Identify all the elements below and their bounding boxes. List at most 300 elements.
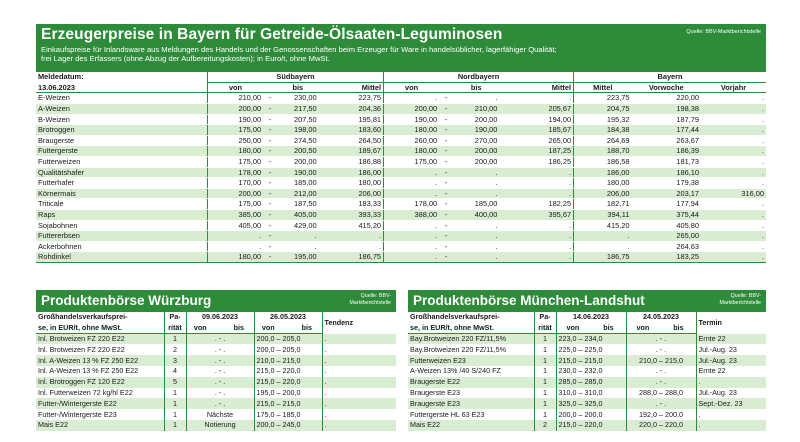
erzeugerpreise-subtitle-1: Einkaufspreise für Inlandsware aus Meldungen des Handels und der Genossenschaften beim Erzeuger für Ware in handelsüblicher, lagerfähiger Qualität; (41, 45, 557, 54)
sued-dash: - (263, 146, 277, 157)
nord-dash: - (439, 104, 453, 115)
bayern-mittel: . (574, 241, 632, 252)
sued-von: 200,00 (207, 104, 263, 115)
product-name: Bay.Brotweizen 220 FZ/11,5% (410, 344, 507, 354)
nord-von: 260,00 (384, 135, 440, 146)
col-bayern-vorwoche: Vorwoche (631, 82, 701, 93)
product-name: Futtererbsen (36, 231, 207, 242)
price-date2: 215,0 – 220,0 (254, 366, 322, 377)
paritaet: 1 (164, 398, 186, 409)
nord-von: 190,00 (384, 114, 440, 125)
sued-mittel: 186,88 (319, 157, 384, 168)
sued-mittel: 186,75 (319, 252, 384, 263)
price-date2: 215,0 – 220,0 (254, 377, 322, 388)
price-date2: . - . (626, 398, 696, 409)
group-suedbayern: Südbayern (207, 72, 383, 82)
bayern-vorwoche: 265,00 (631, 231, 701, 242)
product-name: Qualitätshafer (36, 167, 207, 178)
wuerzburg-col-von-2: von (254, 323, 282, 334)
bayern-vorjahr: . (701, 210, 766, 221)
table-row (36, 178, 766, 189)
termin: Jul.-Aug. 23 (696, 388, 766, 399)
sued-dash: - (263, 199, 277, 210)
bayern-vorwoche: 186,10 (631, 167, 701, 178)
product-name: Braugerste E22 (408, 377, 534, 388)
nord-mittel: . (499, 167, 573, 178)
meldedatum-value: 13.06.2023 (36, 82, 207, 93)
bayern-vorjahr: . (701, 157, 766, 168)
nord-mittel: 205,67 (499, 104, 573, 115)
tendenz: . (322, 420, 396, 431)
price-date2: 200,0 – 245,0 (254, 420, 322, 431)
table-row (36, 157, 766, 168)
nord-bis: . (453, 188, 499, 199)
nord-dash: - (439, 114, 453, 125)
sued-bis: 274,50 (277, 135, 319, 146)
muenchen-source-line-1: Quelle: BBV- (730, 293, 761, 299)
sued-bis: 198,00 (277, 125, 319, 136)
bayern-vorjahr: . (701, 146, 766, 157)
bayern-mittel: 186,58 (574, 157, 632, 168)
nord-bis: 400,00 (453, 210, 499, 221)
table-row (36, 409, 396, 420)
bayern-mittel: 186,00 (574, 167, 632, 178)
paritaet: 5 (164, 377, 186, 388)
bayern-mittel: 184,38 (574, 125, 632, 136)
tendenz: . (322, 409, 396, 420)
product-name: B-Weizen (36, 114, 207, 125)
bayern-vorwoche: 187,79 (631, 114, 701, 125)
nord-mittel: . (499, 220, 573, 231)
nord-von: 388,00 (384, 210, 440, 221)
sued-dash: - (263, 231, 277, 242)
bayern-vorwoche: 220,00 (631, 93, 701, 104)
sued-mittel: 183,33 (319, 199, 384, 210)
col-sued-mittel: Mittel (319, 82, 384, 93)
termin: . (696, 409, 766, 420)
muenchen-col-paritaet-1: Pa- (534, 312, 556, 323)
product-name: Braugerste (36, 135, 207, 146)
price-date1: 325,0 – 325,0 (556, 398, 626, 409)
table-row (408, 366, 766, 377)
sued-dash: - (263, 188, 277, 199)
wuerzburg-source-line-1: Quelle: BBV- (360, 293, 391, 299)
sued-bis: 212,00 (277, 188, 319, 199)
nord-von: . (384, 231, 440, 242)
price-date1: 230,0 – 232,0 (556, 366, 626, 377)
sued-mittel: 189,67 (319, 146, 384, 157)
tendenz: . (322, 355, 396, 366)
tendenz: . (322, 388, 396, 399)
price-date1: . - . (186, 334, 254, 345)
bayern-vorwoche: 179,38 (631, 178, 701, 189)
sued-dash: - (263, 93, 277, 104)
price-date1: 200,0 – 200,0 (556, 409, 626, 420)
muenchen-col-product-2: se, in EUR/t, ohne MwSt. (408, 323, 534, 334)
erzeugerpreise-title: Erzeugerpreise in Bayern für Getreide-Ölsaaten-Leguminosen (41, 26, 503, 43)
sued-bis: 195,00 (277, 252, 319, 263)
nord-bis: . (453, 220, 499, 231)
product-name: Futter-/Wintergerste E22 (36, 398, 164, 409)
sued-bis: 200,00 (277, 157, 319, 168)
product-name: Mais E22 (408, 420, 534, 431)
price-date1: Nächste (186, 409, 254, 420)
price-date1: . - . (186, 355, 254, 366)
sued-mittel: 186,00 (319, 167, 384, 178)
paritaet: 1 (534, 366, 556, 377)
nord-dash: - (439, 125, 453, 136)
bayern-vorjahr: . (701, 220, 766, 231)
nord-von: . (384, 93, 440, 104)
nord-bis: 270,00 (453, 135, 499, 146)
col-sued-von: von (207, 82, 263, 93)
muenchen-source-line-2: Marktberichtstelle (719, 299, 761, 306)
nord-bis: . (453, 252, 499, 263)
table-row (408, 420, 766, 431)
sued-mittel: 264,50 (319, 135, 384, 146)
bayern-vorjahr: . (701, 199, 766, 210)
sued-mittel: . (319, 241, 384, 252)
table-row (36, 252, 766, 263)
bayern-mittel: 223,75 (574, 93, 632, 104)
sued-von: 190,00 (207, 114, 263, 125)
sued-bis: 429,00 (277, 220, 319, 231)
sued-dash: - (263, 178, 277, 189)
product-name: A-Weizen 13% /40 S/240 FZ (410, 366, 501, 376)
price-date1: . - . (186, 344, 254, 355)
nord-mittel: 395,67 (499, 210, 573, 221)
muenchen-col-product-1: Großhandelsverkaufsprei- (410, 312, 500, 322)
paritaet: 1 (534, 398, 556, 409)
nord-dash: - (439, 167, 453, 178)
tendenz: . (322, 344, 396, 355)
muenchen-title: Produktenbörse München-Landshut (413, 293, 645, 308)
sued-von: 170,00 (207, 178, 263, 189)
product-name: Ackerbohnen (36, 241, 207, 252)
product-name: A-Weizen (36, 104, 207, 115)
termin: Ernte 22 (696, 334, 766, 345)
nord-mittel: . (499, 178, 573, 189)
nord-von: 178,00 (384, 199, 440, 210)
paritaet: 4 (164, 366, 186, 377)
price-date1: . - . (186, 388, 254, 399)
product-name: Inl. Brotweizen FZ 220 E22 (38, 344, 125, 354)
bayern-mittel: 182,71 (574, 199, 632, 210)
erzeugerpreise-panel (36, 24, 766, 263)
paritaet: 1 (164, 420, 186, 431)
nord-bis: 185,00 (453, 199, 499, 210)
price-date2: 192,0 – 200,0 (626, 409, 696, 420)
paritaet: 1 (534, 409, 556, 420)
sued-von: . (207, 241, 263, 252)
wuerzburg-col-bis-2: bis (292, 323, 322, 334)
nord-von: . (384, 188, 440, 199)
wuerzburg-col-paritaet-2: rität (164, 323, 186, 334)
table-row (36, 188, 766, 199)
bayern-vorwoche: 203,17 (631, 188, 701, 199)
wuerzburg-col-tendenz: Tendenz (322, 312, 396, 334)
table-row (36, 241, 766, 252)
product-name: Mais E22 (36, 420, 164, 431)
nord-mittel: . (499, 188, 573, 199)
table-row (408, 377, 766, 388)
sued-mittel: 195,81 (319, 114, 384, 125)
sued-von: 180,00 (207, 146, 263, 157)
bayern-vorjahr: . (701, 178, 766, 189)
nord-mittel: 182,25 (499, 199, 573, 210)
table-row (36, 355, 396, 366)
table-row (36, 146, 766, 157)
nord-von: 200,00 (384, 104, 440, 115)
nord-bis: . (453, 241, 499, 252)
price-date2: 200,0 – 205,0 (254, 344, 322, 355)
sued-dash: - (263, 220, 277, 231)
termin: Jul.-Aug. 23 (696, 355, 766, 366)
nord-dash: - (439, 210, 453, 221)
paritaet: 1 (164, 388, 186, 399)
product-name: Sojabohnen (36, 220, 207, 231)
wuerzburg-col-bis-1: bis (224, 323, 254, 334)
nord-von: . (384, 220, 440, 231)
price-date1: 223,0 – 234,0 (556, 334, 626, 345)
tendenz: . (322, 377, 396, 388)
erzeugerpreise-header (36, 24, 766, 72)
nord-mittel: . (499, 231, 573, 242)
nord-dash: - (439, 146, 453, 157)
nord-bis: . (453, 178, 499, 189)
sued-mittel: 180,00 (319, 178, 384, 189)
table-row (408, 355, 766, 366)
nord-bis: 200,00 (453, 146, 499, 157)
sued-von: 178,00 (207, 167, 263, 178)
bayern-vorwoche: 198,38 (631, 104, 701, 115)
product-name: Futtergerste HL 63 E23 (410, 409, 485, 419)
product-name: Futtergerste (36, 146, 207, 157)
sued-mittel: 204,36 (319, 104, 384, 115)
muenchen-source (719, 293, 761, 306)
price-date1: . - . (186, 377, 254, 388)
muenchen-col-date2: 24.05.2023 (626, 312, 696, 323)
sued-dash: - (263, 167, 277, 178)
meldedatum-label: Meldedatum: (36, 72, 207, 82)
bayern-vorjahr: . (701, 167, 766, 178)
nord-dash: - (439, 135, 453, 146)
product-name: Futter-/Wintergerste E23 (38, 409, 117, 419)
nord-von: 175,00 (384, 157, 440, 168)
price-date2: . - . (626, 366, 696, 377)
erzeugerpreise-subtitle-2: frei Lager des Erfassers (ohne Abzug der Aufbereitungskosten); in Euro/t, ohne MwSt. (41, 54, 330, 64)
product-name: Rohdinkel (36, 252, 207, 263)
muenchen-col-von-1: von (566, 322, 580, 332)
muenchen-col-termin: Termin (696, 312, 766, 334)
price-date1: . - . (186, 398, 254, 409)
sued-bis: 230,00 (277, 93, 319, 104)
paritaet: 3 (164, 355, 186, 366)
sued-von: 180,00 (207, 252, 263, 263)
sued-von: 175,00 (207, 157, 263, 168)
nord-bis: . (453, 93, 499, 104)
bayern-mittel: 186,75 (574, 252, 632, 263)
paritaet: 1 (164, 409, 186, 420)
price-date1: . - . (186, 366, 254, 377)
nord-bis: 190,00 (453, 125, 499, 136)
nord-dash: - (439, 178, 453, 189)
price-date1: Notierung (186, 420, 254, 431)
table-row (36, 210, 766, 221)
tendenz: . (322, 398, 396, 409)
product-name: Futterweizen E23 (408, 355, 534, 366)
product-name: Inl. A-Weizen 13 % FZ 250 E22 (36, 355, 164, 366)
price-date2: 200,0 – 205,0 (254, 334, 322, 345)
paritaet: 1 (534, 334, 556, 345)
price-date1: 285,0 – 285,0 (556, 377, 626, 388)
table-row (36, 167, 766, 178)
sued-von: 175,00 (207, 125, 263, 136)
nord-bis: . (453, 167, 499, 178)
wuerzburg-source-line-2: Marktberichtstelle (349, 299, 391, 306)
nord-von: . (384, 241, 440, 252)
wuerzburg-panel (36, 290, 396, 431)
table-row (36, 344, 396, 355)
table-row (36, 334, 396, 345)
sued-mittel: 183,60 (319, 125, 384, 136)
muenchen-table (408, 312, 766, 431)
price-date2: 288,0 – 288,0 (626, 388, 696, 399)
product-name: Inl. Futterweizen 72 kg/hl E22 (38, 387, 133, 397)
bayern-mittel: 204,75 (574, 104, 632, 115)
table-row (36, 398, 396, 409)
sued-bis: 200,50 (277, 146, 319, 157)
bayern-vorwoche: 183,25 (631, 252, 701, 263)
product-name: Braugerste E23 (408, 398, 534, 409)
table-row (408, 344, 766, 355)
paritaet: 1 (534, 355, 556, 366)
bayern-vorwoche: 186,39 (631, 146, 701, 157)
nord-dash: - (439, 157, 453, 168)
nord-von: 180,00 (384, 146, 440, 157)
product-name: Futterhafer (36, 178, 207, 189)
erzeugerpreise-source: Quelle: BBV-Marktberichtstelle (686, 29, 761, 35)
wuerzburg-table (36, 312, 396, 431)
muenchen-header (408, 290, 766, 312)
bayern-vorwoche: 177,44 (631, 125, 701, 136)
col-bayern-vorjahr: Vorjahr (701, 82, 766, 93)
table-row (408, 409, 766, 420)
sued-bis: 207,50 (277, 114, 319, 125)
product-name: Körnermais (36, 188, 207, 199)
sued-dash: - (263, 125, 277, 136)
nord-von: . (384, 252, 440, 263)
product-name: Brotroggen (36, 125, 207, 136)
muenchen-col-bis-2: bis (673, 322, 684, 332)
paritaet: 2 (534, 420, 556, 431)
bayern-vorjahr: . (701, 135, 766, 146)
nord-mittel: 194,00 (499, 114, 573, 125)
bayern-vorjahr: . (701, 241, 766, 252)
paritaet: 1 (164, 334, 186, 345)
nord-dash: - (439, 199, 453, 210)
nord-dash: - (439, 220, 453, 231)
table-row (36, 199, 766, 210)
sued-bis: 187,50 (277, 199, 319, 210)
paritaet: 1 (534, 344, 556, 355)
nord-dash: - (439, 93, 453, 104)
nord-mittel: . (499, 252, 573, 263)
sued-von: 385,00 (207, 210, 263, 221)
nord-mittel: 187,25 (499, 146, 573, 157)
product-name: Inl. Brotroggen FZ 120 E22 (36, 377, 164, 388)
sued-dash: - (263, 114, 277, 125)
col-nord-mittel: Mittel (499, 82, 573, 93)
table-row (36, 93, 766, 104)
wuerzburg-col-date2: 26.05.2023 (254, 312, 322, 323)
sued-bis: 217,50 (277, 104, 319, 115)
product-name: Raps (36, 210, 207, 221)
table-row (36, 220, 766, 231)
bayern-vorjahr: 316,00 (701, 188, 766, 199)
bayern-mittel: 415,20 (574, 220, 632, 231)
wuerzburg-source (349, 293, 391, 306)
nord-bis: 200,00 (453, 157, 499, 168)
nord-von: 180,00 (384, 125, 440, 136)
nord-mittel: 186,25 (499, 157, 573, 168)
sued-dash: - (263, 104, 277, 115)
table-row (36, 366, 396, 377)
price-date2: 210,0 – 215,0 (254, 355, 322, 366)
nord-dash: - (439, 231, 453, 242)
paritaet: 2 (164, 344, 186, 355)
nord-dash: - (439, 241, 453, 252)
sued-dash: - (263, 157, 277, 168)
sued-dash: - (263, 241, 277, 252)
product-name: Braugerste E23 (410, 387, 460, 397)
product-name: Bay.Brotweizen 220 FZ/11,5% (408, 334, 534, 345)
bayern-mittel: 180,00 (574, 178, 632, 189)
table-row (36, 420, 396, 431)
price-date2: 195,0 – 200,0 (254, 388, 322, 399)
sued-von: 210,00 (207, 93, 263, 104)
nord-mittel: . (499, 241, 573, 252)
table-row (36, 114, 766, 125)
bayern-vorwoche: 181,73 (631, 157, 701, 168)
col-nord-bis: bis (453, 82, 499, 93)
muenchen-col-paritaet-2: rität (534, 323, 556, 334)
bayern-vorjahr: . (701, 93, 766, 104)
sued-mittel: 223,75 (319, 93, 384, 104)
termin: Ernte 22 (696, 366, 766, 377)
group-bayern: Bayern (574, 72, 766, 82)
nord-von: . (384, 178, 440, 189)
col-nord-von: von (384, 82, 440, 93)
sued-mittel: 393,33 (319, 210, 384, 221)
sued-von: 200,00 (207, 188, 263, 199)
nord-bis: . (453, 231, 499, 242)
nord-dash: - (439, 252, 453, 263)
bayern-vorwoche: 263,67 (631, 135, 701, 146)
bayern-mittel: 195,32 (574, 114, 632, 125)
wuerzburg-header (36, 290, 396, 312)
bayern-vorjahr: . (701, 114, 766, 125)
product-name: Triticale (36, 199, 207, 210)
wuerzburg-col-product-2: se, in EUR/t, ohne MwSt. (36, 323, 164, 334)
wuerzburg-col-von-1: von (186, 323, 214, 334)
wuerzburg-col-paritaet-1: Pa- (164, 312, 186, 323)
nord-bis: 200,00 (453, 114, 499, 125)
price-date1: 215,0 – 220,0 (556, 420, 626, 431)
table-row (408, 398, 766, 409)
sued-von: 250,00 (207, 135, 263, 146)
col-bayern-mittel: Mittel (574, 82, 632, 93)
